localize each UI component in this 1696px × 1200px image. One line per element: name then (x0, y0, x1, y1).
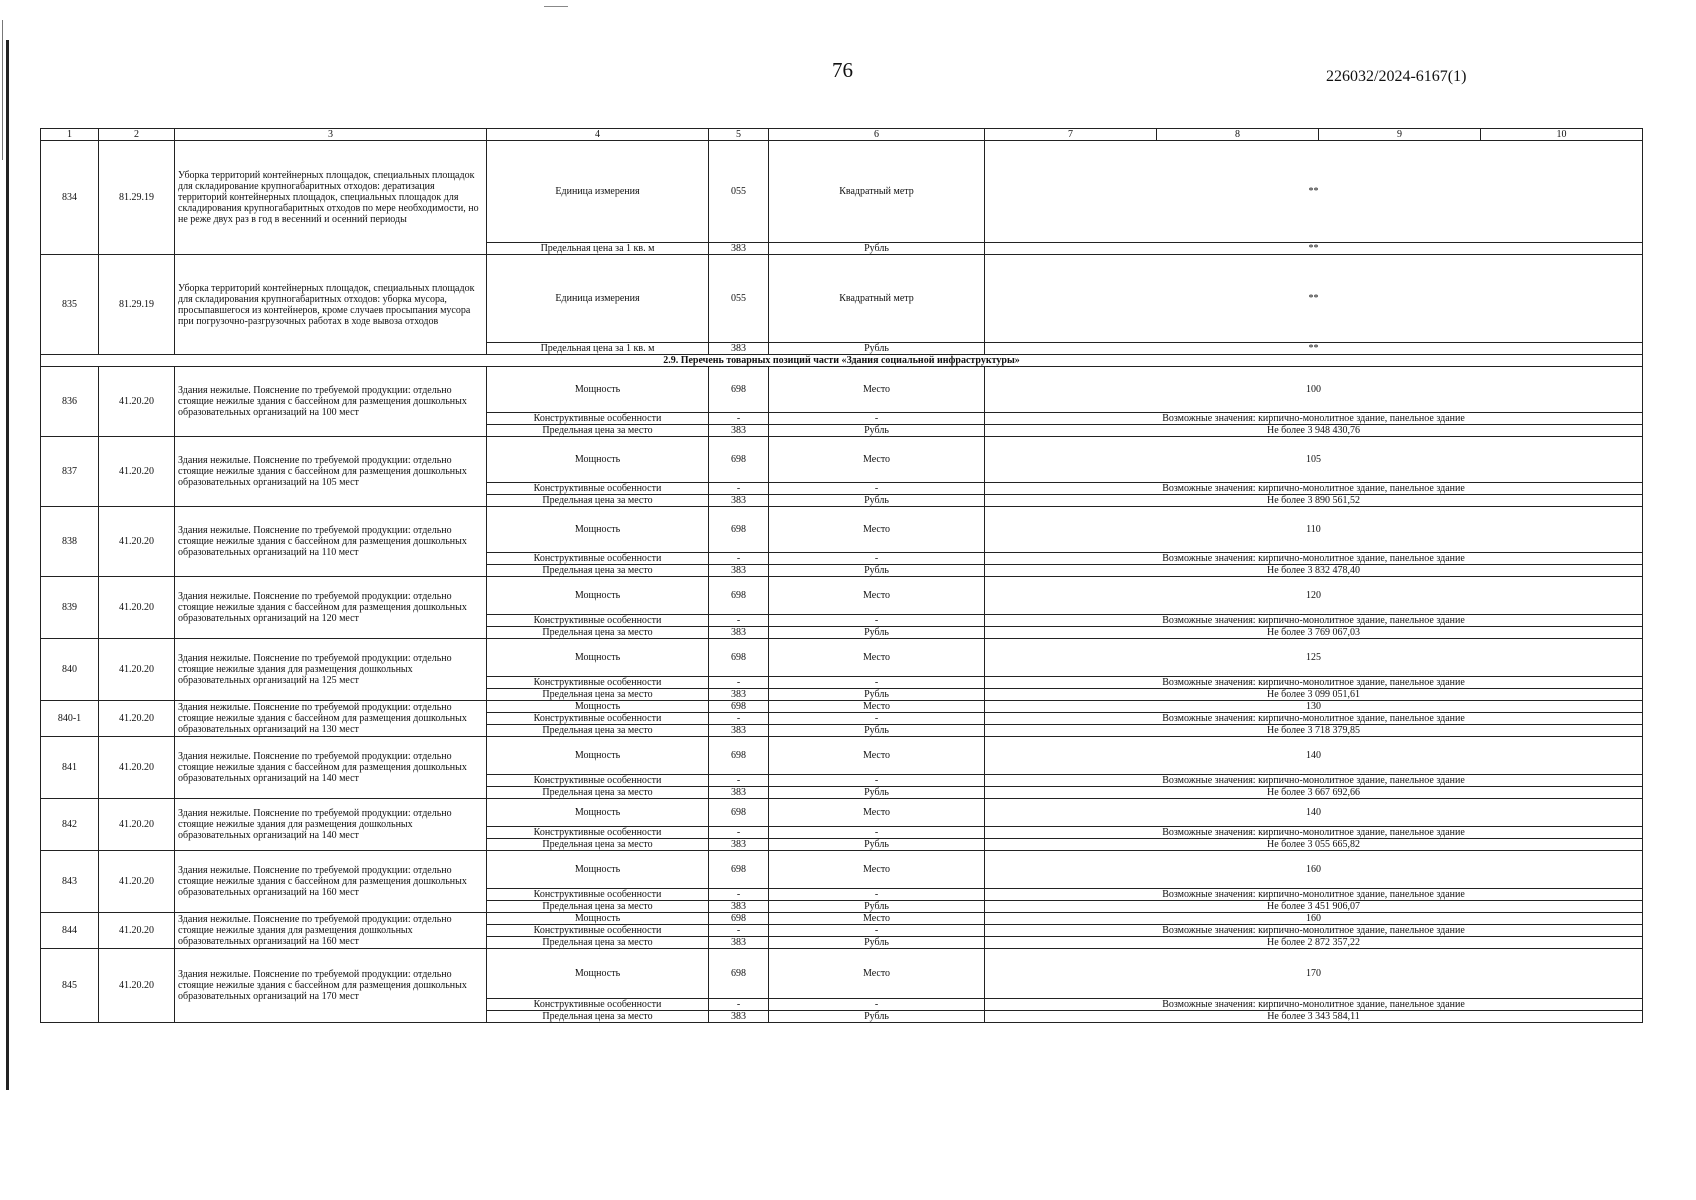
characteristic-name: Единица измерения (487, 141, 709, 243)
column-header: 7 (985, 129, 1157, 141)
unit-name: Рубль (769, 839, 985, 851)
position-number: 842 (41, 799, 99, 851)
unit-name: - (769, 999, 985, 1011)
unit-name: Место (769, 639, 985, 677)
table-row (41, 507, 1643, 553)
scan-shadow-line (2, 20, 3, 160)
okei-code: - (709, 413, 769, 425)
table-row (41, 577, 1643, 615)
position-number: 836 (41, 367, 99, 437)
characteristic-name: Мощность (487, 577, 709, 615)
price-value: Не более 3 099 051,61 (985, 689, 1643, 701)
okei-code: 698 (709, 799, 769, 827)
characteristic-name: Предельная цена за место (487, 1011, 709, 1023)
characteristic-name: Конструктивные особенности (487, 827, 709, 839)
characteristic-name: Мощность (487, 437, 709, 483)
item-description: Здания нежилые. Пояснение по требуемой продукции: отдельно стоящие нежилые здания для размещения дошкольных образовательных организаций на 160 мест (175, 913, 487, 949)
characteristic-name: Предельная цена за 1 кв. м (487, 343, 709, 355)
scan-edge (0, 0, 14, 1200)
unit-name: - (769, 827, 985, 839)
okei-code: 383 (709, 787, 769, 799)
characteristic-name: Конструктивные особенности (487, 413, 709, 425)
unit-name: Рубль (769, 901, 985, 913)
position-number: 837 (41, 437, 99, 507)
capacity-value: 170 (985, 949, 1643, 999)
okei-code: - (709, 827, 769, 839)
table-row (41, 737, 1643, 775)
price-value: Не более 3 718 379,85 (985, 725, 1643, 737)
table-row (41, 913, 1643, 925)
okpd-code: 41.20.20 (99, 577, 175, 639)
characteristic-name: Мощность (487, 367, 709, 413)
column-header: 9 (1319, 129, 1481, 141)
okpd-code: 41.20.20 (99, 437, 175, 507)
characteristic-name: Предельная цена за место (487, 689, 709, 701)
characteristic-name: Конструктивные особенности (487, 483, 709, 495)
okei-code: - (709, 999, 769, 1011)
table-row (41, 437, 1643, 483)
price-value: Не более 3 769 067,03 (985, 627, 1643, 639)
okei-code: 383 (709, 937, 769, 949)
position-number: 835 (41, 255, 99, 355)
table-row (41, 639, 1643, 677)
unit-name: - (769, 615, 985, 627)
position-number: 843 (41, 851, 99, 913)
okei-code: 698 (709, 437, 769, 483)
okei-code: 055 (709, 141, 769, 243)
item-description: Здания нежилые. Пояснение по требуемой продукции: отдельно стоящие нежилые здания для размещения дошкольных образовательных организаций на 140 мест (175, 799, 487, 851)
table-row (41, 949, 1643, 999)
column-header: 1 (41, 129, 99, 141)
position-number: 844 (41, 913, 99, 949)
construct-value: Возможные значения: кирпично-монолитное здание, панельное здание (985, 925, 1643, 937)
characteristic-name: Мощность (487, 507, 709, 553)
characteristic-value: ** (985, 343, 1643, 355)
unit-name: Рубль (769, 627, 985, 639)
unit-name: Рубль (769, 1011, 985, 1023)
okpd-code: 41.20.20 (99, 639, 175, 701)
characteristic-name: Конструктивные особенности (487, 677, 709, 689)
characteristic-name: Предельная цена за место (487, 495, 709, 507)
position-number: 834 (41, 141, 99, 255)
characteristic-name: Предельная цена за место (487, 725, 709, 737)
unit-name: Место (769, 799, 985, 827)
item-description: Здания нежилые. Пояснение по требуемой продукции: отдельно стоящие нежилые здания с бассейном для размещения дошкольных образовательных организаций на 170 мест (175, 949, 487, 1023)
okpd-code: 41.20.20 (99, 701, 175, 737)
characteristic-name: Конструктивные особенности (487, 889, 709, 901)
position-number: 841 (41, 737, 99, 799)
okei-code: - (709, 615, 769, 627)
okei-code: 383 (709, 565, 769, 577)
price-value: Не более 3 055 665,82 (985, 839, 1643, 851)
column-header: 10 (1481, 129, 1643, 141)
okpd-code: 81.29.19 (99, 255, 175, 355)
okei-code: 383 (709, 343, 769, 355)
okpd-code: 41.20.20 (99, 913, 175, 949)
okei-code: 698 (709, 949, 769, 999)
item-description: Здания нежилые. Пояснение по требуемой продукции: отдельно стоящие нежилые здания с бассейном для размещения дошкольных образовательных организаций на 120 мест (175, 577, 487, 639)
unit-name: - (769, 677, 985, 689)
price-value: Не более 2 872 357,22 (985, 937, 1643, 949)
unit-name: Квадратный метр (769, 255, 985, 343)
okpd-code: 41.20.20 (99, 851, 175, 913)
construct-value: Возможные значения: кирпично-монолитное здание, панельное здание (985, 999, 1643, 1011)
item-description: Здания нежилые. Пояснение по требуемой продукции: отдельно стоящие нежилые здания с бассейном для размещения дошкольных образовательных организаций на 130 мест (175, 701, 487, 737)
unit-name: Рубль (769, 495, 985, 507)
table-row (41, 367, 1643, 413)
characteristic-name: Предельная цена за место (487, 937, 709, 949)
price-value: Не более 3 451 906,07 (985, 901, 1643, 913)
characteristic-name: Мощность (487, 639, 709, 677)
okei-code: 383 (709, 243, 769, 255)
capacity-value: 105 (985, 437, 1643, 483)
construct-value: Возможные значения: кирпично-монолитное здание, панельное здание (985, 677, 1643, 689)
okei-code: 698 (709, 913, 769, 925)
unit-name: Рубль (769, 425, 985, 437)
unit-name: Рубль (769, 937, 985, 949)
item-description: Здания нежилые. Пояснение по требуемой продукции: отдельно стоящие нежилые здания с бассейном для размещения дошкольных образовательных организаций на 160 мест (175, 851, 487, 913)
column-header: 5 (709, 129, 769, 141)
capacity-value: 160 (985, 851, 1643, 889)
okei-code: 383 (709, 839, 769, 851)
characteristic-name: Мощность (487, 799, 709, 827)
characteristic-value: ** (985, 255, 1643, 343)
characteristic-value: ** (985, 141, 1643, 243)
construct-value: Возможные значения: кирпично-монолитное здание, панельное здание (985, 483, 1643, 495)
capacity-value: 140 (985, 799, 1643, 827)
unit-name: Место (769, 737, 985, 775)
characteristic-name: Конструктивные особенности (487, 713, 709, 725)
price-value: Не более 3 343 584,11 (985, 1011, 1643, 1023)
okei-code: 055 (709, 255, 769, 343)
unit-name: Место (769, 437, 985, 483)
okpd-code: 81.29.19 (99, 141, 175, 255)
construct-value: Возможные значения: кирпично-монолитное здание, панельное здание (985, 615, 1643, 627)
characteristic-name: Предельная цена за место (487, 627, 709, 639)
characteristic-value: ** (985, 243, 1643, 255)
column-header: 2 (99, 129, 175, 141)
okei-code: 698 (709, 639, 769, 677)
construct-value: Возможные значения: кирпично-монолитное здание, панельное здание (985, 827, 1643, 839)
column-header: 3 (175, 129, 487, 141)
characteristic-name: Конструктивные особенности (487, 553, 709, 565)
item-description: Здания нежилые. Пояснение по требуемой продукции: отдельно стоящие нежилые здания с бассейном для размещения дошкольных образовательных организаций на 140 мест (175, 737, 487, 799)
okei-code: 383 (709, 627, 769, 639)
unit-name: Рубль (769, 787, 985, 799)
table-row (41, 851, 1643, 889)
okpd-code: 41.20.20 (99, 737, 175, 799)
unit-name: Квадратный метр (769, 141, 985, 243)
okei-code: - (709, 889, 769, 901)
construct-value: Возможные значения: кирпично-монолитное здание, панельное здание (985, 413, 1643, 425)
item-description: Уборка территорий контейнерных площадок, специальных площадок для складирования крупногабаритных отходов: уборка мусора, просыпавшегося из контейнеров, кроме случаев просыпания мусора при погрузочно-разгрузочных работах в ходе вывоза отходов (175, 255, 487, 355)
item-description: Здания нежилые. Пояснение по требуемой продукции: отдельно стоящие нежилые здания с бассейном для размещения дошкольных образовательных организаций на 110 мест (175, 507, 487, 577)
okei-code: - (709, 925, 769, 937)
capacity-value: 120 (985, 577, 1643, 615)
okei-code: - (709, 677, 769, 689)
okei-code: 698 (709, 507, 769, 553)
characteristic-name: Предельная цена за место (487, 425, 709, 437)
characteristic-name: Предельная цена за место (487, 787, 709, 799)
okei-code: 698 (709, 701, 769, 713)
price-value: Не более 3 832 478,40 (985, 565, 1643, 577)
characteristic-name: Единица измерения (487, 255, 709, 343)
unit-name: - (769, 413, 985, 425)
scan-shadow-bar (6, 40, 9, 1090)
unit-name: Место (769, 367, 985, 413)
okpd-code: 41.20.20 (99, 507, 175, 577)
column-header: 6 (769, 129, 985, 141)
item-description: Здания нежилые. Пояснение по требуемой продукции: отдельно стоящие нежилые здания для размещения дошкольных образовательных организаций на 125 мест (175, 639, 487, 701)
okei-code: 383 (709, 725, 769, 737)
table-row (41, 255, 1643, 343)
position-number: 840 (41, 639, 99, 701)
unit-name: - (769, 775, 985, 787)
unit-name: Место (769, 851, 985, 889)
okpd-code: 41.20.20 (99, 799, 175, 851)
characteristic-name: Предельная цена за место (487, 901, 709, 913)
capacity-value: 100 (985, 367, 1643, 413)
document-number: 226032/2024-6167(1) (1326, 68, 1467, 85)
section-heading-row (41, 355, 1643, 367)
characteristic-name: Мощность (487, 851, 709, 889)
okei-code: 698 (709, 577, 769, 615)
characteristic-name: Предельная цена за место (487, 565, 709, 577)
capacity-value: 160 (985, 913, 1643, 925)
construct-value: Возможные значения: кирпично-монолитное здание, панельное здание (985, 889, 1643, 901)
position-number: 838 (41, 507, 99, 577)
capacity-value: 125 (985, 639, 1643, 677)
okpd-code: 41.20.20 (99, 949, 175, 1023)
characteristic-name: Мощность (487, 737, 709, 775)
okei-code: 383 (709, 901, 769, 913)
unit-name: Рубль (769, 725, 985, 737)
okei-code: - (709, 553, 769, 565)
okpd-code: 41.20.20 (99, 367, 175, 437)
okei-code: 698 (709, 737, 769, 775)
unit-name: Место (769, 507, 985, 553)
price-value: Не более 3 948 430,76 (985, 425, 1643, 437)
okei-code: 383 (709, 425, 769, 437)
unit-name: Место (769, 701, 985, 713)
table-row (41, 701, 1643, 713)
unit-name: Рубль (769, 689, 985, 701)
characteristic-name: Конструктивные особенности (487, 999, 709, 1011)
column-header: 4 (487, 129, 709, 141)
item-description: Уборка территорий контейнерных площадок, специальных площадок для складирование крупногабаритных отходов: дератизация территорий контейнерных площадок, специальных площадок для складирования крупногабаритных отходов по мере необходимости, но не реже двух раз в год в весенний и осенний периоды (175, 141, 487, 255)
unit-name: Рубль (769, 565, 985, 577)
characteristic-name: Мощность (487, 701, 709, 713)
unit-name: Место (769, 949, 985, 999)
price-table (40, 128, 1643, 1023)
unit-name: - (769, 925, 985, 937)
okei-code: 383 (709, 1011, 769, 1023)
characteristic-name: Мощность (487, 949, 709, 999)
okei-code: 698 (709, 851, 769, 889)
okei-code: 383 (709, 495, 769, 507)
capacity-value: 130 (985, 701, 1643, 713)
scan-mark (544, 6, 568, 7)
characteristic-name: Конструктивные особенности (487, 925, 709, 937)
characteristic-name: Конструктивные особенности (487, 615, 709, 627)
position-number: 839 (41, 577, 99, 639)
okei-code: - (709, 483, 769, 495)
unit-name: Место (769, 913, 985, 925)
page-number: 76 (832, 58, 853, 82)
column-number-row (41, 129, 1643, 141)
okei-code: - (709, 713, 769, 725)
capacity-value: 140 (985, 737, 1643, 775)
unit-name: - (769, 713, 985, 725)
unit-name: - (769, 483, 985, 495)
position-number: 840-1 (41, 701, 99, 737)
unit-name: - (769, 553, 985, 565)
price-value: Не более 3 667 692,66 (985, 787, 1643, 799)
item-description: Здания нежилые. Пояснение по требуемой продукции: отдельно стоящие нежилые здания с бассейном для размещения дошкольных образовательных организаций на 100 мест (175, 367, 487, 437)
section-title: 2.9. Перечень товарных позиций части «Здания социальной инфраструктуры» (41, 355, 1643, 367)
okei-code: 698 (709, 367, 769, 413)
unit-name: Рубль (769, 343, 985, 355)
item-description: Здания нежилые. Пояснение по требуемой продукции: отдельно стоящие нежилые здания с бассейном для размещения дошкольных образовательных организаций на 105 мест (175, 437, 487, 507)
characteristic-name: Конструктивные особенности (487, 775, 709, 787)
construct-value: Возможные значения: кирпично-монолитное здание, панельное здание (985, 713, 1643, 725)
okei-code: - (709, 775, 769, 787)
table-row (41, 141, 1643, 243)
price-value: Не более 3 890 561,52 (985, 495, 1643, 507)
table-row (41, 799, 1643, 827)
characteristic-name: Предельная цена за 1 кв. м (487, 243, 709, 255)
okei-code: 383 (709, 689, 769, 701)
buildings-body (41, 367, 1643, 1023)
characteristic-name: Мощность (487, 913, 709, 925)
construct-value: Возможные значения: кирпично-монолитное здание, панельное здание (985, 553, 1643, 565)
unit-name: - (769, 889, 985, 901)
construct-value: Возможные значения: кирпично-монолитное здание, панельное здание (985, 775, 1643, 787)
characteristic-name: Предельная цена за место (487, 839, 709, 851)
unit-name: Рубль (769, 243, 985, 255)
column-header: 8 (1157, 129, 1319, 141)
unit-name: Место (769, 577, 985, 615)
capacity-value: 110 (985, 507, 1643, 553)
position-number: 845 (41, 949, 99, 1023)
